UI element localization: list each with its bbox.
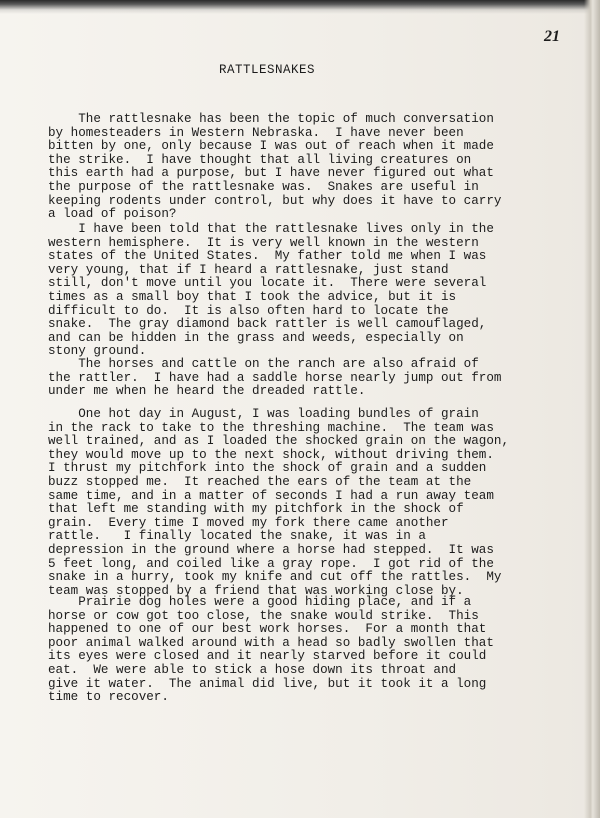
paragraph-1: The rattlesnake has been the topic of much conversation by homesteaders in Western Nebraska. I have never been bitten by one, only because I was out of reach when it made the strike. I have thought that all living creatures on this earth had a purpose, but I have never figured out what the purpose of the rattlesnake was. Snakes are useful in keeping rodents under control, but why does it have to carry a load of poison? (48, 112, 502, 222)
page-number: 21 (544, 28, 560, 45)
paragraph-2: I have been told that the rattlesnake lives only in the western hemisphere. It is very well known in the western states of the United States. My father told me when I was very young, that if I heard a rattlesnake, just stand still, don't move until you locate it. There were several times as a small boy that I took the advice, but it is difficult to do. It is also often hard to locate the snake. The gray diamond back rattler is well camouflaged, and can be hidden in the grass and weeds, especially on stony ground. (48, 222, 494, 359)
paragraph-4: One hot day in August, I was loading bundles of grain in the rack to take to the threshing machine. The team was well trained, and as I loaded the shocked grain on the wagon, they would move up to the next shock, without driving them. I thrust my pitchfork into the shock of grain and a sudden buzz stopped me. It reached the ears of the team at the same time, and in a matter of seconds I had a run away team that left me standing with my pitchfork in the shock of grain. Every time I moved my fork there came another rattle. I finally located the snake, it was in a depression in the ground where a horse had stepped. It was 5 feet long, and coiled like a gray rope. I got rid of the snake in a hurry, took my knife and cut off the rattles. My team was stopped by a friend that was working close by. (48, 407, 510, 598)
scan-top-shadow (0, 0, 600, 14)
paragraph-5: Prairie dog holes were a good hiding place, and if a horse or cow got too close, the snake would strike. This happened to one of our best work horses. For a month that poor animal walked around with a head so badly swollen that its eyes were closed and it nearly starved before it could eat. We were able to stick a hose down its throat and give it water. The animal did live, but it took it a long time to recover. (48, 595, 494, 705)
page-title: RATTLESNAKES (219, 63, 316, 77)
page-edge-shadow (584, 0, 600, 818)
paragraph-3: The horses and cattle on the ranch are also afraid of the rattler. I have had a saddle horse nearly jump out from under me when he heard the dreaded rattle. (48, 357, 502, 399)
